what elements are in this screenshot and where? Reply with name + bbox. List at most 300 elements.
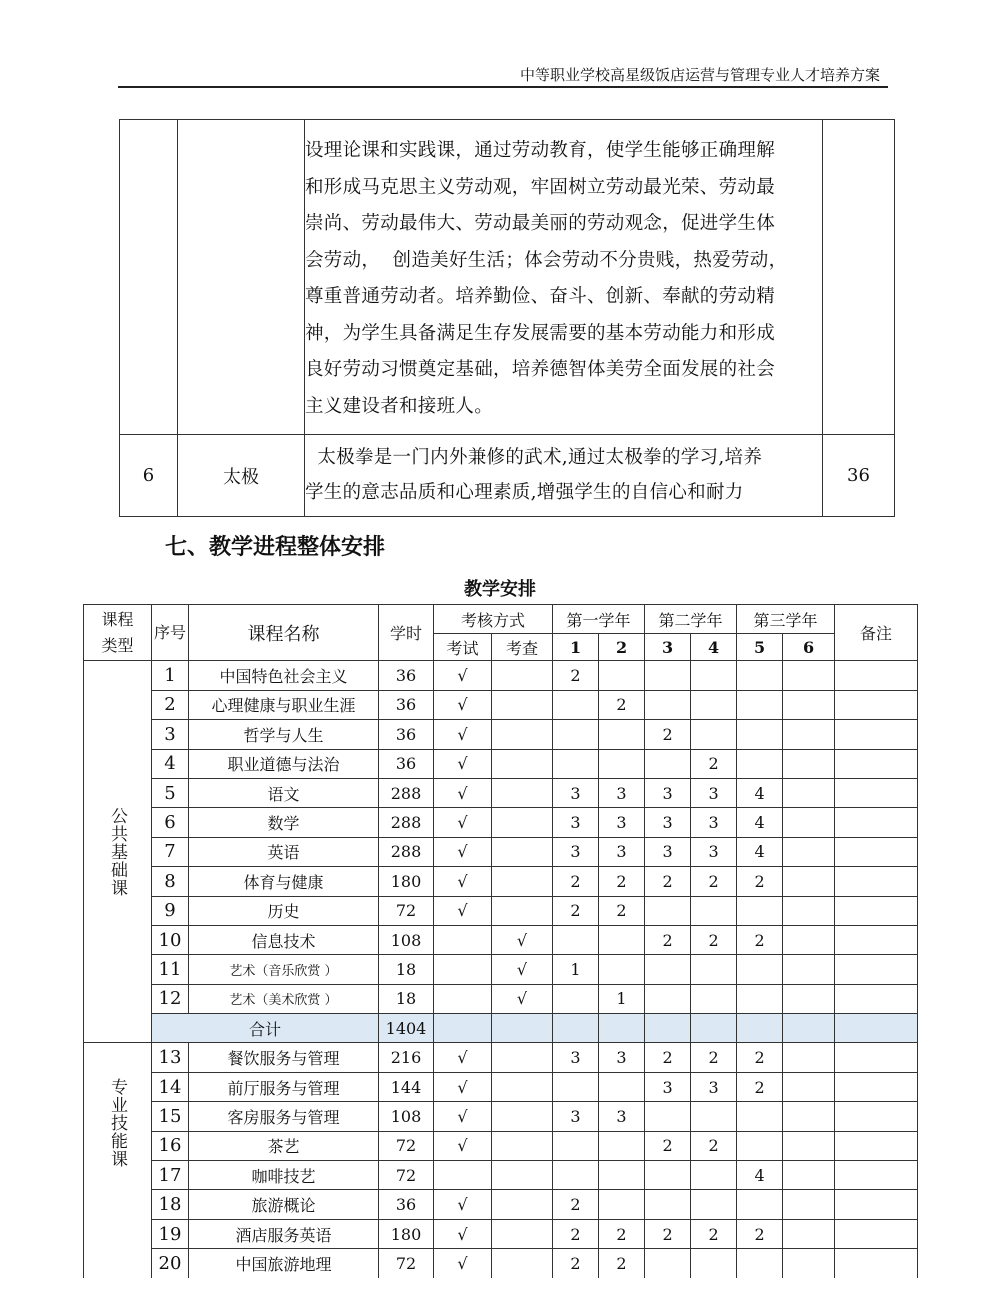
check-mark xyxy=(492,1072,553,1101)
table-row xyxy=(120,435,895,517)
term-hours xyxy=(691,690,737,719)
category-cell xyxy=(84,1043,152,1278)
course-hours: 36 xyxy=(379,1190,434,1219)
sum-empty xyxy=(691,1014,737,1043)
term-hours xyxy=(783,1219,835,1248)
remarks-cell xyxy=(835,896,918,925)
exam-mark: √ xyxy=(434,1219,492,1248)
course-name: 咖啡技艺 xyxy=(189,1161,379,1190)
sum-empty xyxy=(553,1014,599,1043)
header-seq xyxy=(152,605,189,661)
term-hours: 2 xyxy=(553,661,599,690)
sum-hours: 1404 xyxy=(379,1014,434,1043)
header-remarks: 备注 xyxy=(835,605,918,661)
term-hours xyxy=(783,661,835,690)
header-row xyxy=(84,605,918,634)
remarks-cell xyxy=(835,1249,918,1278)
term-hours xyxy=(691,955,737,984)
term-hours: 3 xyxy=(645,808,691,837)
remarks-cell xyxy=(835,1161,918,1190)
exam-mark: √ xyxy=(434,1249,492,1278)
page-header xyxy=(118,62,888,88)
term-hours xyxy=(691,1249,737,1278)
table-row xyxy=(84,808,918,837)
table-row xyxy=(84,1219,918,1248)
term-hours: 2 xyxy=(737,925,783,954)
term-hours: 2 xyxy=(553,1249,599,1278)
course-hours: 72 xyxy=(379,896,434,925)
exam-mark: √ xyxy=(434,749,492,778)
check-mark xyxy=(492,837,553,866)
row-number: 10 xyxy=(152,925,189,954)
course-name: 哲学与人生 xyxy=(189,720,379,749)
row-number: 3 xyxy=(152,720,189,749)
check-mark xyxy=(492,1219,553,1248)
check-mark xyxy=(492,690,553,719)
header-term: 2 xyxy=(599,634,645,661)
term-hours xyxy=(599,1190,645,1219)
term-hours: 2 xyxy=(645,1219,691,1248)
term-hours: 4 xyxy=(737,808,783,837)
course-hours: 36 xyxy=(379,749,434,778)
term-hours xyxy=(599,661,645,690)
exam-mark: √ xyxy=(434,690,492,719)
term-hours: 2 xyxy=(691,1043,737,1072)
term-hours xyxy=(737,896,783,925)
course-name: 太极 xyxy=(178,435,305,517)
term-hours: 3 xyxy=(691,778,737,807)
term-hours xyxy=(783,837,835,866)
exam-mark: √ xyxy=(434,808,492,837)
term-hours xyxy=(691,1161,737,1190)
term-hours xyxy=(691,1102,737,1131)
term-hours xyxy=(691,720,737,749)
description-line: 尊重普通劳动者。培养勤俭、奋斗、创新、奉献的劳动精 xyxy=(305,286,776,307)
check-mark xyxy=(492,1249,553,1278)
exam-mark: √ xyxy=(434,1102,492,1131)
remarks-cell xyxy=(835,720,918,749)
exam-mark: √ xyxy=(434,1190,492,1219)
remarks-cell xyxy=(835,661,918,690)
row-number: 1 xyxy=(152,661,189,690)
term-hours xyxy=(645,896,691,925)
term-hours: 4 xyxy=(737,837,783,866)
table-row xyxy=(84,1102,918,1131)
term-hours xyxy=(783,867,835,896)
table-title: 教学安排 xyxy=(464,579,536,600)
term-hours xyxy=(783,955,835,984)
term-hours: 3 xyxy=(553,778,599,807)
row-number: 8 xyxy=(152,867,189,896)
term-hours xyxy=(645,1190,691,1219)
check-mark xyxy=(492,1131,553,1160)
course-name: 艺术（音乐欣赏 ） xyxy=(189,955,379,984)
course-name: 职业道德与法治 xyxy=(189,749,379,778)
term-hours: 2 xyxy=(691,1219,737,1248)
category-label: 公共基础课 xyxy=(107,806,127,897)
sum-empty xyxy=(737,1014,783,1043)
table-row xyxy=(84,984,918,1013)
row-number: 9 xyxy=(152,896,189,925)
term-hours: 2 xyxy=(645,925,691,954)
course-name: 艺术（美术欣赏 ） xyxy=(189,984,379,1013)
term-hours xyxy=(599,1131,645,1160)
term-hours: 3 xyxy=(553,1043,599,1072)
exam-mark: √ xyxy=(434,867,492,896)
header-assessment: 考核方式 xyxy=(434,605,553,634)
course-hours: 180 xyxy=(379,1219,434,1248)
term-hours xyxy=(691,984,737,1013)
check-mark xyxy=(492,749,553,778)
term-hours xyxy=(737,1190,783,1219)
description-line: 主义建设者和接班人。 xyxy=(305,395,494,417)
term-hours: 2 xyxy=(737,1072,783,1101)
exam-mark: √ xyxy=(434,778,492,807)
term-hours: 2 xyxy=(691,867,737,896)
header-year2: 第二学年 xyxy=(645,605,737,634)
exam-mark xyxy=(434,1161,492,1190)
row-number: 11 xyxy=(152,955,189,984)
description-line: 和形成马克思主义劳动观，牢固树立劳动最光荣、劳动最 xyxy=(305,176,776,198)
term-hours xyxy=(737,1249,783,1278)
table-row xyxy=(84,896,918,925)
header-course-type xyxy=(84,605,152,661)
course-description-table xyxy=(119,119,895,517)
course-hours: 72 xyxy=(379,1249,434,1278)
table-row xyxy=(84,749,918,778)
course-hours: 72 xyxy=(379,1161,434,1190)
remarks-cell xyxy=(835,1190,918,1219)
term-hours: 3 xyxy=(599,778,645,807)
table-row xyxy=(84,955,918,984)
course-hours: 36 xyxy=(823,435,895,517)
term-hours xyxy=(645,690,691,719)
sum-empty xyxy=(835,1014,918,1043)
term-hours xyxy=(737,661,783,690)
course-description xyxy=(305,120,823,435)
term-hours xyxy=(599,720,645,749)
term-hours xyxy=(783,808,835,837)
term-hours xyxy=(553,749,599,778)
description-line: 太极拳是一门内外兼修的武术,通过太极拳的学习,培养 xyxy=(305,447,763,468)
remarks-cell xyxy=(835,837,918,866)
term-hours: 3 xyxy=(599,837,645,866)
description-lines xyxy=(305,441,822,510)
header-course-name: 课程名称 xyxy=(189,605,379,661)
term-hours xyxy=(645,1249,691,1278)
course-hours: 18 xyxy=(379,955,434,984)
course-name: 客房服务与管理 xyxy=(189,1102,379,1131)
course-name: 体育与健康 xyxy=(189,867,379,896)
remarks-cell xyxy=(835,749,918,778)
table-row xyxy=(120,120,895,435)
check-mark xyxy=(492,661,553,690)
term-hours: 3 xyxy=(599,808,645,837)
term-hours xyxy=(783,984,835,1013)
term-hours xyxy=(783,925,835,954)
table-row xyxy=(84,837,918,866)
course-name: 中国旅游地理 xyxy=(189,1249,379,1278)
remarks-cell xyxy=(835,1043,918,1072)
term-hours xyxy=(599,749,645,778)
term-hours: 4 xyxy=(737,1161,783,1190)
header-title: 中等职业学校高星级饭店运营与管理专业人才培养方案 xyxy=(519,66,880,84)
term-hours: 3 xyxy=(599,1102,645,1131)
term-hours xyxy=(553,1161,599,1190)
remarks-cell xyxy=(835,808,918,837)
term-hours: 2 xyxy=(553,1219,599,1248)
course-name: 信息技术 xyxy=(189,925,379,954)
category-label: 专业技能课 xyxy=(107,1078,127,1169)
category-cell xyxy=(84,661,152,1043)
course-name: 旅游概论 xyxy=(189,1190,379,1219)
exam-mark: √ xyxy=(434,1072,492,1101)
check-mark: √ xyxy=(492,955,553,984)
term-hours xyxy=(599,1161,645,1190)
term-hours: 3 xyxy=(553,837,599,866)
term-hours xyxy=(553,925,599,954)
course-hours: 216 xyxy=(379,1043,434,1072)
term-hours xyxy=(737,720,783,749)
course-hours: 108 xyxy=(379,925,434,954)
term-hours xyxy=(691,1190,737,1219)
header-check: 考查 xyxy=(492,634,553,661)
row-number: 15 xyxy=(152,1102,189,1131)
exam-mark xyxy=(434,925,492,954)
term-hours: 2 xyxy=(553,896,599,925)
term-hours xyxy=(783,1102,835,1131)
term-hours: 2 xyxy=(599,867,645,896)
term-hours: 2 xyxy=(645,1131,691,1160)
course-hours: 288 xyxy=(379,778,434,807)
check-mark xyxy=(492,808,553,837)
header-term: 3 xyxy=(645,634,691,661)
term-hours: 1 xyxy=(553,955,599,984)
row-number: 13 xyxy=(152,1043,189,1072)
remarks-cell xyxy=(835,955,918,984)
term-hours xyxy=(783,1072,835,1101)
description-line: 神，为学生具备满足生存发展需要的基本劳动能力和形成 xyxy=(305,322,776,344)
schedule-table xyxy=(83,604,918,1278)
sum-empty xyxy=(599,1014,645,1043)
header-term: 5 xyxy=(737,634,783,661)
table-row xyxy=(84,1190,918,1219)
table-row xyxy=(84,661,918,690)
term-hours: 4 xyxy=(737,778,783,807)
term-hours: 2 xyxy=(645,867,691,896)
remarks-cell xyxy=(835,867,918,896)
term-hours xyxy=(553,1072,599,1101)
course-name: 数学 xyxy=(189,808,379,837)
check-mark xyxy=(492,720,553,749)
check-mark xyxy=(492,1161,553,1190)
term-hours xyxy=(783,1249,835,1278)
course-name: 茶艺 xyxy=(189,1131,379,1160)
exam-mark: √ xyxy=(434,1131,492,1160)
row-number: 18 xyxy=(152,1190,189,1219)
remarks-cell xyxy=(835,690,918,719)
term-hours xyxy=(645,661,691,690)
table-row xyxy=(84,1043,918,1072)
row-number: 12 xyxy=(152,984,189,1013)
cell-empty xyxy=(178,120,305,435)
term-hours xyxy=(737,984,783,1013)
table-row xyxy=(84,1161,918,1190)
header-year3: 第三学年 xyxy=(737,605,835,634)
term-hours: 2 xyxy=(691,1131,737,1160)
course-name: 历史 xyxy=(189,896,379,925)
course-name: 英语 xyxy=(189,837,379,866)
exam-mark xyxy=(434,955,492,984)
term-hours xyxy=(645,955,691,984)
header-hours: 学时 xyxy=(379,605,434,661)
description-line: 学生的意志品质和心理素质,增强学生的自信心和耐力 xyxy=(305,481,744,503)
sum-empty xyxy=(645,1014,691,1043)
remarks-cell xyxy=(835,1102,918,1131)
term-hours: 2 xyxy=(599,690,645,719)
course-hours: 36 xyxy=(379,661,434,690)
course-hours: 108 xyxy=(379,1102,434,1131)
sum-row xyxy=(84,1014,918,1043)
header-course-type-text: 课程类型 xyxy=(101,609,134,655)
term-hours xyxy=(553,1131,599,1160)
header-term: 6 xyxy=(783,634,835,661)
header-exam: 考试 xyxy=(434,634,492,661)
header-year1: 第一学年 xyxy=(553,605,645,634)
exam-mark: √ xyxy=(434,661,492,690)
term-hours xyxy=(737,1131,783,1160)
table-row xyxy=(84,720,918,749)
term-hours xyxy=(783,1043,835,1072)
term-hours xyxy=(783,690,835,719)
table-row xyxy=(84,925,918,954)
term-hours xyxy=(645,1102,691,1131)
row-number: 2 xyxy=(152,690,189,719)
exam-mark: √ xyxy=(434,837,492,866)
term-hours xyxy=(599,1072,645,1101)
term-hours: 2 xyxy=(691,749,737,778)
sum-empty xyxy=(492,1014,553,1043)
remarks-cell xyxy=(835,1072,918,1101)
term-hours: 3 xyxy=(645,1072,691,1101)
description-line: 良好劳动习惯奠定基础，培养德智体美劳全面发展的社会 xyxy=(305,359,776,380)
course-name: 餐饮服务与管理 xyxy=(189,1043,379,1072)
term-hours xyxy=(783,1131,835,1160)
row-number: 5 xyxy=(152,778,189,807)
term-hours xyxy=(783,778,835,807)
term-hours xyxy=(691,661,737,690)
term-hours xyxy=(783,720,835,749)
term-hours: 2 xyxy=(737,1219,783,1248)
term-hours: 3 xyxy=(599,1043,645,1072)
term-hours: 3 xyxy=(691,808,737,837)
table-row xyxy=(84,1072,918,1101)
term-hours: 3 xyxy=(645,778,691,807)
term-hours: 2 xyxy=(553,867,599,896)
cell-empty xyxy=(120,120,178,435)
row-number: 17 xyxy=(152,1161,189,1190)
course-hours: 288 xyxy=(379,837,434,866)
row-number: 6 xyxy=(152,808,189,837)
course-name: 心理健康与职业生涯 xyxy=(189,690,379,719)
term-hours xyxy=(783,1161,835,1190)
cell-empty xyxy=(823,120,895,435)
term-hours xyxy=(783,896,835,925)
remarks-cell xyxy=(835,1219,918,1248)
check-mark xyxy=(492,1102,553,1131)
sum-empty xyxy=(783,1014,835,1043)
term-hours xyxy=(599,925,645,954)
term-hours: 2 xyxy=(599,1219,645,1248)
check-mark xyxy=(492,1043,553,1072)
course-description xyxy=(305,435,823,517)
row-number: 14 xyxy=(152,1072,189,1101)
remarks-cell xyxy=(835,778,918,807)
term-hours: 1 xyxy=(599,984,645,1013)
course-name: 酒店服务英语 xyxy=(189,1219,379,1248)
term-hours xyxy=(783,749,835,778)
header-term: 1 xyxy=(553,634,599,661)
term-hours xyxy=(599,955,645,984)
remarks-cell xyxy=(835,984,918,1013)
course-number: 6 xyxy=(120,435,178,517)
course-hours: 18 xyxy=(379,984,434,1013)
term-hours: 2 xyxy=(645,1043,691,1072)
term-hours: 2 xyxy=(599,1249,645,1278)
term-hours: 2 xyxy=(737,867,783,896)
term-hours xyxy=(737,690,783,719)
table-row xyxy=(84,867,918,896)
remarks-cell xyxy=(835,925,918,954)
term-hours xyxy=(553,690,599,719)
term-hours xyxy=(737,1102,783,1131)
check-mark xyxy=(492,1190,553,1219)
row-number: 16 xyxy=(152,1131,189,1160)
term-hours xyxy=(553,720,599,749)
check-mark xyxy=(492,896,553,925)
row-number: 7 xyxy=(152,837,189,866)
description-lines xyxy=(305,130,822,424)
table-row xyxy=(84,778,918,807)
sum-label: 合计 xyxy=(152,1014,379,1043)
course-hours: 180 xyxy=(379,867,434,896)
term-hours: 3 xyxy=(691,837,737,866)
check-mark xyxy=(492,867,553,896)
term-hours: 2 xyxy=(737,1043,783,1072)
exam-mark: √ xyxy=(434,1043,492,1072)
course-name: 前厅服务与管理 xyxy=(189,1072,379,1101)
term-hours: 3 xyxy=(645,837,691,866)
term-hours: 3 xyxy=(553,1102,599,1131)
course-name: 语文 xyxy=(189,778,379,807)
term-hours xyxy=(645,1161,691,1190)
term-hours xyxy=(553,984,599,1013)
description-line: 崇尚、劳动最伟大、劳动最美丽的劳动观念，促进学生体 xyxy=(305,213,776,234)
row-number: 4 xyxy=(152,749,189,778)
course-hours: 288 xyxy=(379,808,434,837)
exam-mark: √ xyxy=(434,896,492,925)
table-row xyxy=(84,690,918,719)
section-title: 七、教学进程整体安排 xyxy=(165,535,386,560)
term-hours xyxy=(737,749,783,778)
table-row xyxy=(84,1131,918,1160)
term-hours: 3 xyxy=(553,808,599,837)
check-mark: √ xyxy=(492,925,553,954)
course-hours: 36 xyxy=(379,720,434,749)
course-name: 中国特色社会主义 xyxy=(189,661,379,690)
term-hours: 3 xyxy=(691,1072,737,1101)
row-number: 20 xyxy=(152,1249,189,1278)
